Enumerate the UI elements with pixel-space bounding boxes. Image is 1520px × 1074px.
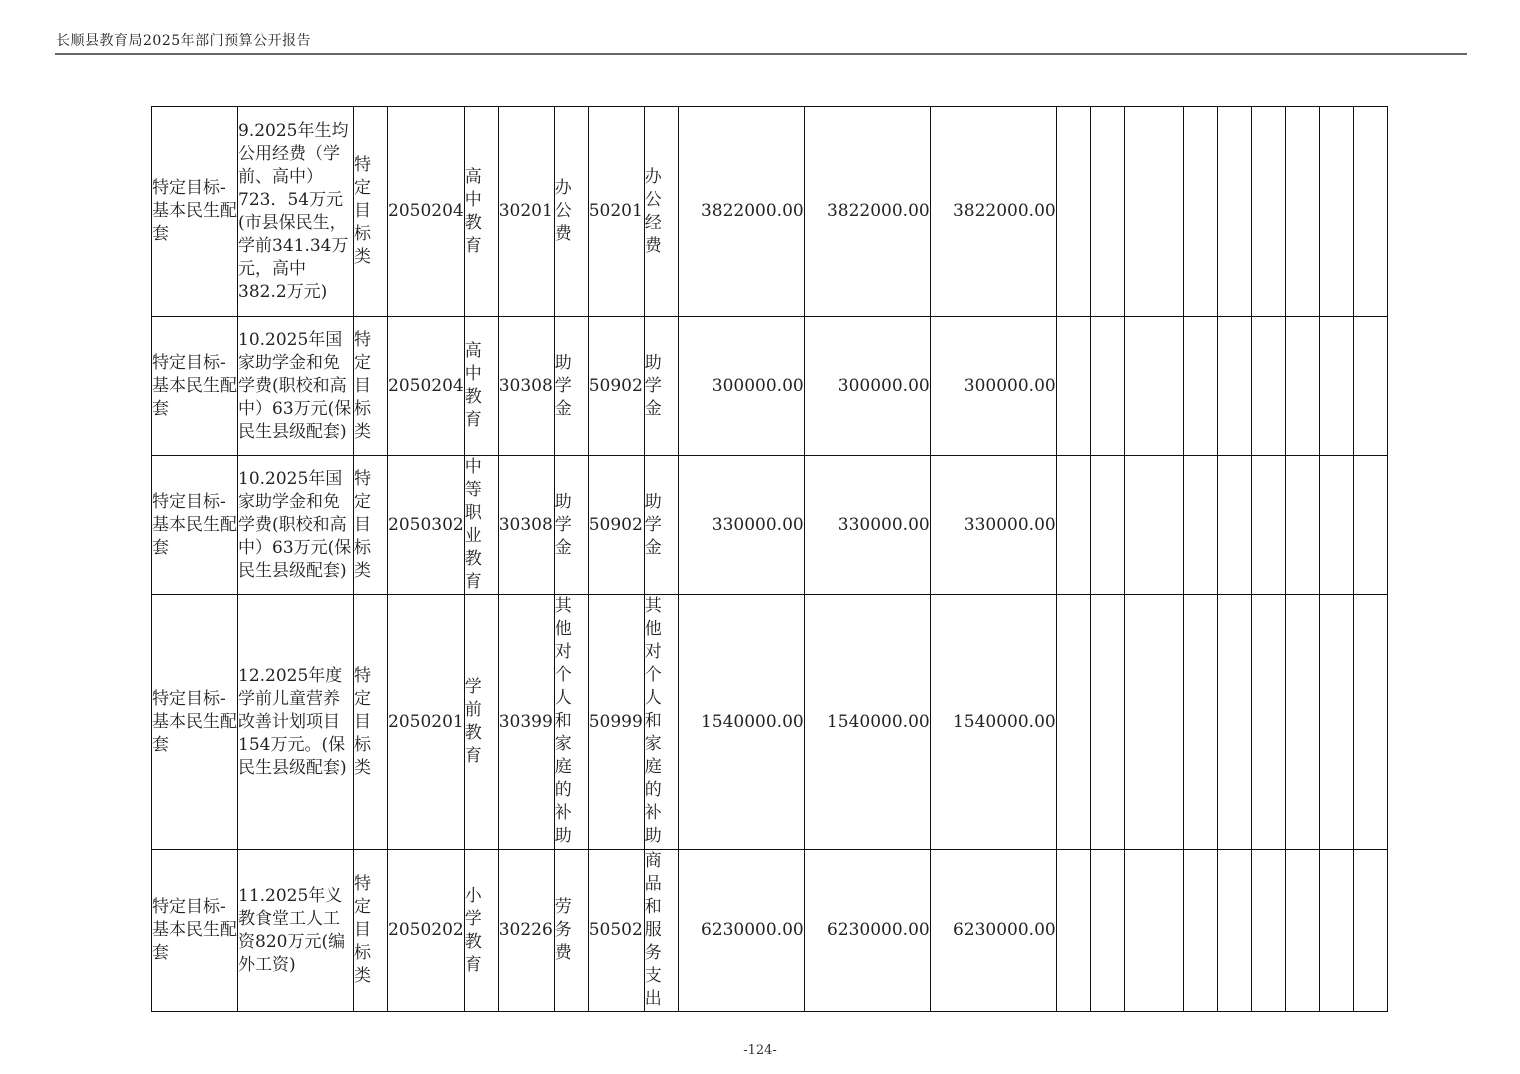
project-goal-cell: 特定目标-基本民生配套 <box>152 595 238 850</box>
function-name-cell: 小学教育 <box>464 850 498 1012</box>
empty-cell <box>1183 850 1217 1012</box>
project-category-cell: 特定目标类 <box>354 456 388 595</box>
project-category-cell: 特定目标类 <box>354 595 388 850</box>
project-goal-cell: 特定目标-基本民生配套 <box>152 317 238 456</box>
empty-cell <box>1183 317 1217 456</box>
empty-cell <box>1285 317 1319 456</box>
empty-cell <box>1090 595 1124 850</box>
function-name-cell: 中等职业教育 <box>464 456 498 595</box>
project-description-cell: 9.2025年生均公用经费（学前、高中）723．54万元(市县保民生，学前341.34万元，高中382.2万元) <box>238 107 354 317</box>
function-code-cell: 2050302 <box>388 456 465 595</box>
empty-cell <box>1251 456 1285 595</box>
empty-cell <box>1056 595 1090 850</box>
project-category-cell: 特定目标类 <box>354 317 388 456</box>
gov-economic-name-cell: 办公经费 <box>644 107 678 317</box>
empty-cell <box>1217 850 1251 1012</box>
gov-economic-name-cell: 助学金 <box>644 317 678 456</box>
empty-cell <box>1183 107 1217 317</box>
economic-name-cell: 助学金 <box>554 456 588 595</box>
function-name-cell: 学前教育 <box>464 595 498 850</box>
empty-cell <box>1217 595 1251 850</box>
economic-code-cell: 30308 <box>498 456 554 595</box>
document-header-title: 长顺县教育局2025年部门预算公开报告 <box>56 33 312 49</box>
project-goal-cell: 特定目标-基本民生配套 <box>152 850 238 1012</box>
table-row <box>152 456 1388 595</box>
empty-cell <box>1090 107 1124 317</box>
empty-cell <box>1124 107 1183 317</box>
empty-cell <box>1251 317 1285 456</box>
empty-cell <box>1124 850 1183 1012</box>
function-name-cell: 高中教育 <box>464 317 498 456</box>
empty-cell <box>1319 456 1353 595</box>
economic-name-cell: 办公费 <box>554 107 588 317</box>
table-row <box>152 317 1388 456</box>
project-goal-cell: 特定目标-基本民生配套 <box>152 456 238 595</box>
project-description-cell: 10.2025年国家助学金和免学费(职校和高中）63万元(保民生县级配套) <box>238 317 354 456</box>
empty-cell <box>1183 456 1217 595</box>
empty-cell <box>1319 107 1353 317</box>
amount-subtotal-cell: 300000.00 <box>804 317 930 456</box>
empty-cell <box>1319 317 1353 456</box>
empty-cell <box>1353 456 1387 595</box>
amount-subtotal-cell: 6230000.00 <box>804 850 930 1012</box>
gov-economic-code-cell: 50902 <box>588 317 644 456</box>
budget-table <box>151 106 1388 1012</box>
amount-total-cell: 6230000.00 <box>678 850 804 1012</box>
empty-cell <box>1251 595 1285 850</box>
empty-cell <box>1056 317 1090 456</box>
empty-cell <box>1124 317 1183 456</box>
project-description-cell: 12.2025年度学前儿童营养改善计划项目154万元。(保民生县级配套) <box>238 595 354 850</box>
empty-cell <box>1056 456 1090 595</box>
empty-cell <box>1124 456 1183 595</box>
economic-name-cell: 助学金 <box>554 317 588 456</box>
empty-cell <box>1353 595 1387 850</box>
function-name-cell: 高中教育 <box>464 107 498 317</box>
empty-cell <box>1285 595 1319 850</box>
empty-cell <box>1090 456 1124 595</box>
empty-cell <box>1353 317 1387 456</box>
empty-cell <box>1285 850 1319 1012</box>
project-goal-cell: 特定目标-基本民生配套 <box>152 107 238 317</box>
amount-total-cell: 300000.00 <box>678 317 804 456</box>
amount-subtotal-cell: 3822000.00 <box>804 107 930 317</box>
amount-subtotal-cell: 1540000.00 <box>804 595 930 850</box>
project-category-cell: 特定目标类 <box>354 107 388 317</box>
empty-cell <box>1056 850 1090 1012</box>
empty-cell <box>1353 107 1387 317</box>
gov-economic-code-cell: 50999 <box>588 595 644 850</box>
empty-cell <box>1217 456 1251 595</box>
function-code-cell: 2050204 <box>388 317 465 456</box>
empty-cell <box>1217 107 1251 317</box>
empty-cell <box>1217 317 1251 456</box>
amount-total-cell: 3822000.00 <box>678 107 804 317</box>
project-category-cell: 特定目标类 <box>354 850 388 1012</box>
amount-total-cell: 1540000.00 <box>678 595 804 850</box>
economic-code-cell: 30226 <box>498 850 554 1012</box>
gov-economic-name-cell: 其他对个人和家庭的补助 <box>644 595 678 850</box>
empty-cell <box>1285 456 1319 595</box>
amount-general-budget-cell: 330000.00 <box>930 456 1056 595</box>
amount-general-budget-cell: 1540000.00 <box>930 595 1056 850</box>
economic-code-cell: 30201 <box>498 107 554 317</box>
header-divider <box>55 53 1467 55</box>
economic-name-cell: 劳务费 <box>554 850 588 1012</box>
gov-economic-code-cell: 50902 <box>588 456 644 595</box>
project-description-cell: 10.2025年国家助学金和免学费(职校和高中）63万元(保民生县级配套) <box>238 456 354 595</box>
function-code-cell: 2050201 <box>388 595 465 850</box>
empty-cell <box>1124 595 1183 850</box>
empty-cell <box>1319 850 1353 1012</box>
empty-cell <box>1319 595 1353 850</box>
amount-general-budget-cell: 3822000.00 <box>930 107 1056 317</box>
empty-cell <box>1251 850 1285 1012</box>
table-row <box>152 595 1388 850</box>
table-row <box>152 850 1388 1012</box>
empty-cell <box>1090 850 1124 1012</box>
empty-cell <box>1183 595 1217 850</box>
gov-economic-name-cell: 助学金 <box>644 456 678 595</box>
function-code-cell: 2050204 <box>388 107 465 317</box>
page-number: -124- <box>743 1043 777 1058</box>
empty-cell <box>1090 317 1124 456</box>
empty-cell <box>1285 107 1319 317</box>
empty-cell <box>1251 107 1285 317</box>
amount-subtotal-cell: 330000.00 <box>804 456 930 595</box>
amount-general-budget-cell: 6230000.00 <box>930 850 1056 1012</box>
amount-total-cell: 330000.00 <box>678 456 804 595</box>
empty-cell <box>1353 850 1387 1012</box>
gov-economic-code-cell: 50502 <box>588 850 644 1012</box>
function-code-cell: 2050202 <box>388 850 465 1012</box>
amount-general-budget-cell: 300000.00 <box>930 317 1056 456</box>
project-description-cell: 11.2025年义教食堂工人工资820万元(编外工资) <box>238 850 354 1012</box>
table-row <box>152 107 1388 317</box>
empty-cell <box>1056 107 1090 317</box>
economic-code-cell: 30308 <box>498 317 554 456</box>
gov-economic-code-cell: 50201 <box>588 107 644 317</box>
economic-name-cell: 其他对个人和家庭的补助 <box>554 595 588 850</box>
gov-economic-name-cell: 商品和服务支出 <box>644 850 678 1012</box>
economic-code-cell: 30399 <box>498 595 554 850</box>
